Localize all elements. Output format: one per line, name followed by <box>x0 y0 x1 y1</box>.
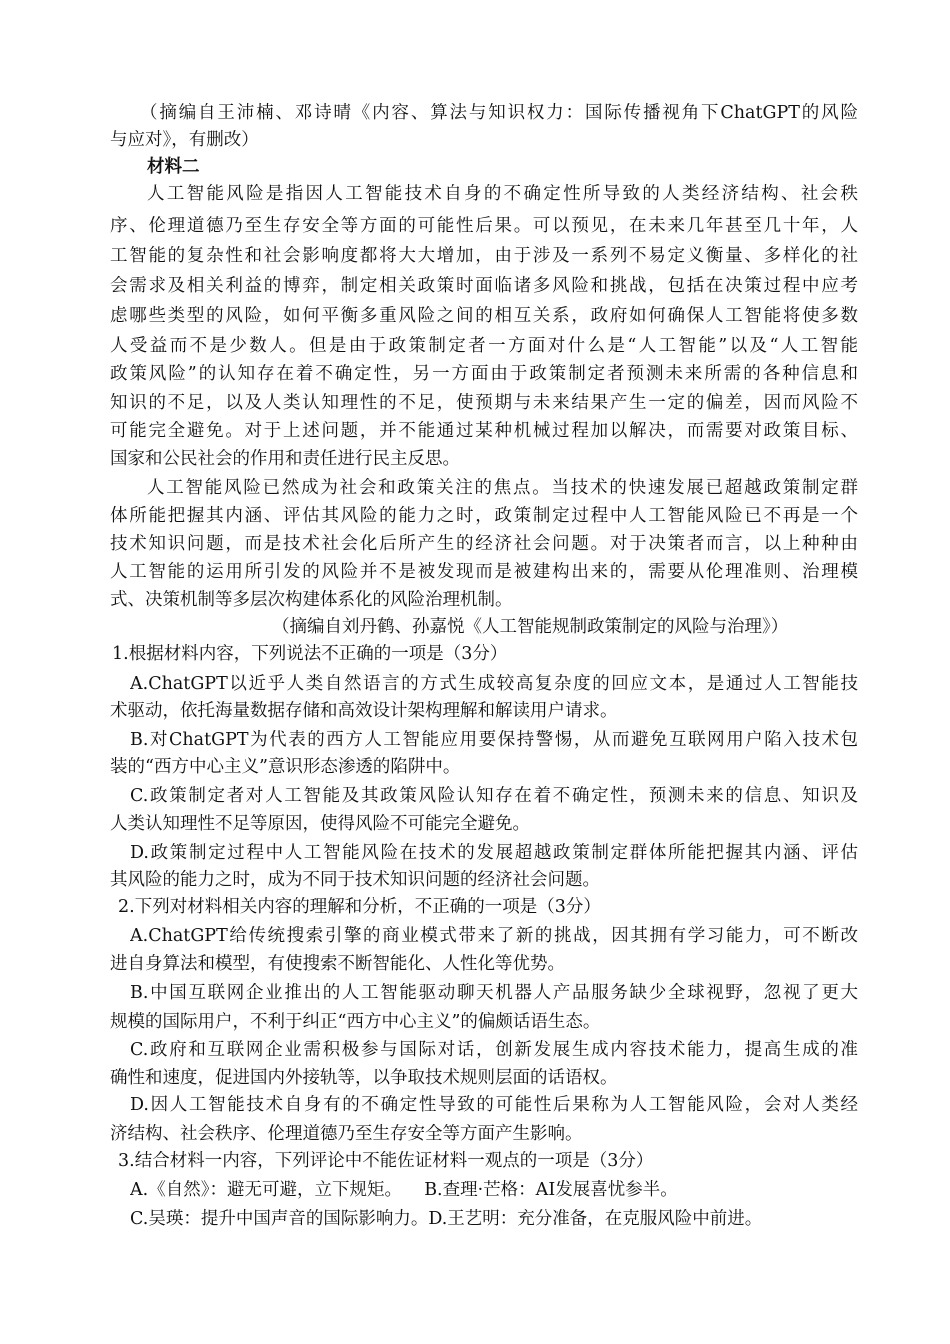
question-2-option-a-cont: 进自身算法和模型，有使搜索不断智能化、人性化等优势。 <box>110 954 565 974</box>
material-2-heading: 材料二 <box>147 157 200 177</box>
source-citation-2: （摘编自刘丹鹤、孙嘉悦《人工智能规制政策制定的风险与治理》） <box>272 617 789 637</box>
question-1-stem: 1.根据材料内容，下列说法不正确的一项是（3分） <box>112 644 508 664</box>
question-1-option-d: D.政策制定过程中人工智能风险在技术的发展超越政策制定群体所能把握其内涵、评估 <box>130 843 858 863</box>
question-3-options-row-2: C.吴瑛：提升中国声音的国际影响力。D.王艺明：充分准备，在克服风险中前进。 <box>130 1209 763 1229</box>
question-2-option-c-cont: 确性和速度，促进国内外接轨等，以争取技术规则层面的话语权。 <box>110 1068 618 1088</box>
question-1-option-c-cont: 人类认知理性不足等原因，使得风险不可能完全避免。 <box>110 814 530 834</box>
question-2-option-c: C.政府和互联网企业需积极参与国际对话，创新发展生成内容技术能力，提高生成的准 <box>130 1040 858 1060</box>
question-1-option-b: B.对ChatGPT为代表的西方人工智能应用要保持警惕，从而避免互联网用户陷入技术包 <box>130 730 858 750</box>
source-citation-1: （摘编自王沛楠、邓诗晴《内容、算法与知识权力：国际传播视角下ChatGPT的风险 <box>140 103 858 123</box>
material-2-para-2-line: 人工智能的运用所引发的风险并不是被发现而是被建构出来的，需要从伦理准则、治理模 <box>110 562 858 582</box>
material-2-para-1-line: 虑哪些类型的风险，如何平衡多重风险之间的相互关系，政府如何确保人工智能将使多数 <box>110 306 858 326</box>
question-2-option-d-cont: 济结构、社会秩序、伦理道德乃至生存安全等方面产生影响。 <box>110 1124 583 1144</box>
material-2-para-2-line: 体所能把握其内涵、评估其风险的能力之时，政策制定过程中人工智能风险已不再是一个 <box>110 506 858 526</box>
material-2-para-2-line: 人工智能风险已然成为社会和政策关注的焦点。当技术的快速发展已超越政策制定群 <box>147 478 858 498</box>
question-1-option-c: C.政策制定者对人工智能及其政策风险认知存在着不确定性，预测未来的信息、知识及 <box>130 786 858 806</box>
question-2-option-b-cont: 规模的国际用户，不利于纠正“西方中心主义”的偏颇话语生态。 <box>110 1012 601 1032</box>
material-2-para-1-line: 工智能的复杂性和社会影响度都将大大增加，由于涉及一系列不易定义衡量、多样化的社 <box>110 246 858 266</box>
question-1-option-d-cont: 其风险的能力之时，成为不同于技术知识问题的经济社会问题。 <box>110 870 600 890</box>
material-2-para-1-line: 国家和公民社会的作用和责任进行民主反思。 <box>110 449 460 469</box>
question-3-stem: 3.结合材料一内容，下列评论中不能佐证材料一观点的一项是（3分） <box>118 1151 654 1171</box>
question-1-option-b-cont: 装的“西方中心主义”意识形态渗透的陷阱中。 <box>110 757 461 777</box>
question-2-option-d: D.因人工智能技术自身有的不确定性导致的可能性后果称为人工智能风险，会对人类经 <box>130 1095 858 1115</box>
question-1-option-a: A.ChatGPT以近乎人类自然语言的方式生成较高复杂度的回应文本，是通过人工智能技 <box>130 674 858 694</box>
material-2-para-1-line: 可能完全避免。对于上述问题，并不能通过某种机械过程加以解决，而需要对政策目标、 <box>110 421 858 441</box>
material-2-para-1-line: 人受益而不是少数人。但是由于政策制定者一方面对什么是“人工智能”以及“人工智能 <box>110 336 858 356</box>
material-2-para-1-line: 会需求及相关利益的博弈，制定相关政策时面临诸多风险和挑战，包括在决策过程中应考 <box>110 276 858 296</box>
material-2-para-1-line: 人工智能风险是指因人工智能技术自身的不确定性所导致的人类经济结构、社会秩 <box>147 184 858 204</box>
material-2-para-2-line: 技术知识问题，而是技术社会化后所产生的经济社会问题。对于决策者而言，以上种种由 <box>110 534 858 554</box>
question-1-option-a-cont: 术驱动，依托海量数据存储和高效设计架构理解和解读用户请求。 <box>110 701 618 721</box>
question-2-option-a: A.ChatGPT给传统搜索引擎的商业模式带来了新的挑战，因其拥有学习能力，可不断改 <box>130 926 858 946</box>
material-2-para-2-line: 式、决策机制等多层次构建体系化的风险治理机制。 <box>110 590 513 610</box>
material-2-para-1-line: 政策风险”的认知存在着不确定性，另一方面由于政策制定者预测未来所需的各种信息和 <box>110 364 858 384</box>
question-2-stem: 2.下列对材料相关内容的理解和分析，不正确的一项是（3分） <box>118 897 601 917</box>
material-2-para-1-line: 序、伦理道德乃至生存安全等方面的可能性后果。可以预见，在未来几年甚至几十年，人 <box>110 216 858 236</box>
question-2-option-b: B.中国互联网企业推出的人工智能驱动聊天机器人产品服务缺少全球视野，忽视了更大 <box>130 983 858 1003</box>
material-2-para-1-line: 知识的不足，以及人类认知理性的不足，使预期与未来结果产生一定的偏差，因而风险不 <box>110 393 858 413</box>
source-citation-1-cont: 与应对》，有删改） <box>110 130 259 150</box>
question-3-options-row-1: A.《自然》：避无可避，立下规矩。 B.查理·芒格：AI发展喜忧参半。 <box>130 1180 678 1200</box>
